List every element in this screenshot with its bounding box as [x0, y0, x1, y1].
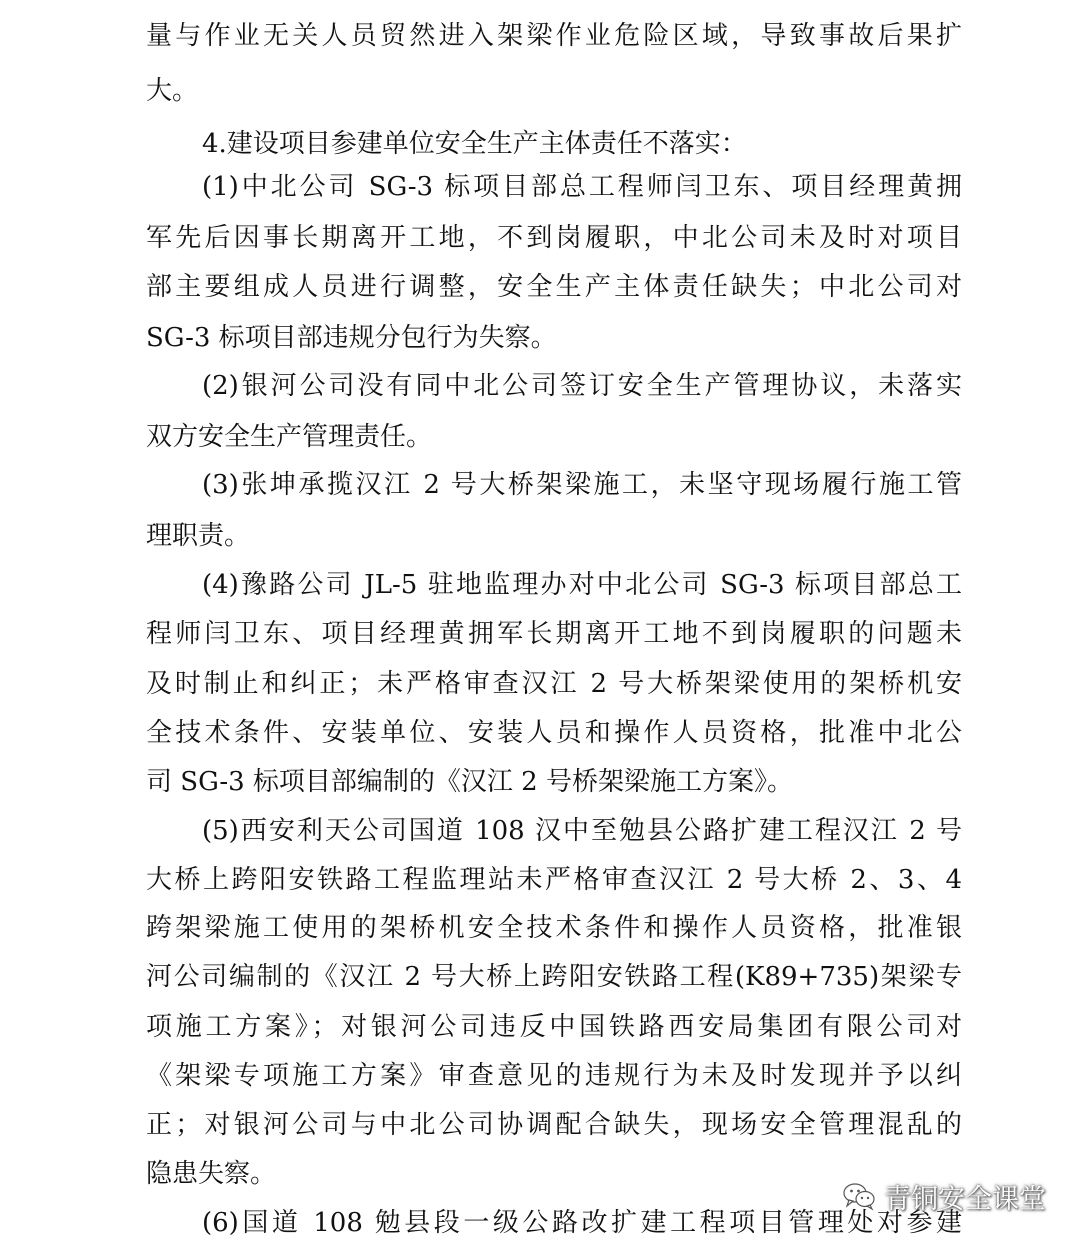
text-line: 量与作业无关人员贸然进入架梁作业危险区域，导致事故后果扩: [146, 21, 962, 51]
text-line: 及时制止和纠正；未严格审查汉江 2 号大桥架梁使用的架桥机安: [146, 669, 962, 699]
text-line: 理职责。: [146, 521, 251, 551]
watermark-text: 青铜安全课堂: [884, 1183, 1046, 1215]
text-line: 隐患失察。: [146, 1159, 277, 1189]
text-line: 大。: [146, 76, 199, 106]
text-line: (3)张坤承揽汉江 2 号大桥架梁施工，未坚守现场履行施工管: [202, 470, 962, 500]
text-line: (1)中北公司 SG-3 标项目部总工程师闫卫东、项目经理黄拥: [202, 172, 962, 202]
text-line: (5)西安利天公司国道 108 汉中至勉县公路扩建工程汉江 2 号: [202, 816, 962, 846]
text-line: 全技术条件、安装单位、安装人员和操作人员资格，批准中北公: [146, 718, 962, 748]
text-line: (2)银河公司没有同中北公司签订安全生产管理协议，未落实: [202, 371, 962, 401]
text-line: 河公司编制的《汉江 2 号大桥上跨阳安铁路工程(K89+735)架梁专: [146, 962, 962, 992]
text-line: 项施工方案》；对银河公司违反中国铁路西安局集团有限公司对: [146, 1012, 962, 1042]
watermark: [842, 1174, 1046, 1218]
text-line: (6)国道 108 勉县段一级公路改扩建工程项目管理处对参建: [202, 1208, 962, 1238]
text-line: 《架梁专项施工方案》审查意见的违规行为未及时发现并予以纠: [146, 1061, 962, 1091]
text-line: SG-3 标项目部违规分包行为失察。: [146, 323, 557, 353]
wechat-icon: [842, 1181, 876, 1211]
text-line: (4)豫路公司 JL-5 驻地监理办对中北公司 SG-3 标项目部总工: [202, 570, 962, 600]
text-line: 程师闫卫东、项目经理黄拥军长期离开工地不到岗履职的问题未: [146, 619, 962, 649]
text-line: 军先后因事长期离开工地，不到岗履职，中北公司未及时对项目: [146, 223, 962, 253]
text-line: 大桥上跨阳安铁路工程监理站未严格审查汉江 2 号大桥 2、3、4: [146, 865, 962, 895]
text-line: 跨架梁施工使用的架桥机安全技术条件和操作人员资格，批准银: [146, 913, 962, 943]
section-heading: 4.建设项目参建单位安全生产主体责任不落实：: [202, 129, 747, 159]
text-line: 司 SG-3 标项目部编制的《汉江 2 号桥架梁施工方案》。: [146, 767, 793, 797]
document-page: [146, 0, 962, 1247]
text-line: 双方安全生产管理责任。: [146, 422, 433, 452]
text-line: 正；对银河公司与中北公司协调配合缺失，现场安全管理混乱的: [146, 1110, 962, 1140]
text-line: 部主要组成人员进行调整，安全生产主体责任缺失；中北公司对: [146, 272, 962, 302]
